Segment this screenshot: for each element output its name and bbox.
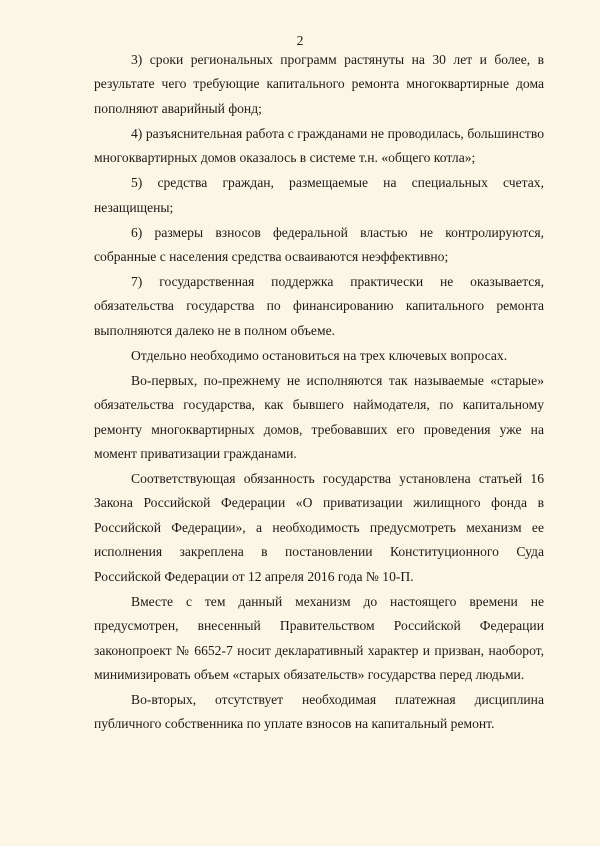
paragraph-key-questions: Отдельно необходимо остановиться на трех ключевых вопросах. — [131, 347, 508, 363]
list-item-5: 5) средства граждан, размещаемые на специальных счетах, незащищены; — [94, 175, 544, 215]
document-body — [94, 48, 544, 737]
paragraph-first: Во-первых, по-прежнему не исполняются так называемые «старые» обязательства государства, как бывшего наймодателя, по капитальному ремонту многоквартирных домов, требовавших его проведения уже на момент приватизации гражданами. — [94, 372, 544, 462]
list-item-3: 3) сроки региональных программ растянуты на 30 лет и более, в результате чего требующие капитального ремонта многоквартирные дома пополняют аварийный фонд; — [94, 52, 544, 116]
list-item-4: 4) разъяснительная работа с гражданами не проводилась, большинство многоквартирных домов оказалось в системе т.н. «общего котла»; — [94, 125, 544, 166]
paragraph-obligation: Соответствующая обязанность государства установлена статьей 16 Закона Российской Федерации «О приватизации жилищного фонда в Российской Федерации», а необходимость предусмотреть механизм ее исполнения закреплена в постановлении Конституционного Суда Российской Федерации от 12 апреля 2016 года № 10-П. — [94, 471, 544, 584]
paragraph-mechanism: Вместе с тем данный механизм до настоящего времени не предусмотрен, внесенный Правительством Российской Федерации законопроект № 6652-7 носит декларативный характер и призван, наоборот, минимизировать объем «старых обязательств» государства перед людьми. — [94, 593, 544, 682]
page-number: 2 — [296, 33, 304, 48]
list-item-6: 6) размеры взносов федеральной властью не контролируются, собранные с населения средства осваиваются неэффективно; — [94, 224, 544, 265]
list-item-7: 7) государственная поддержка практически не оказывается, обязательства государства по финансированию капитального ремонта выполняются далеко не в полном объеме. — [94, 274, 544, 338]
paragraph-second: Во-вторых, отсутствует необходимая платежная дисциплина публичного собственника по уплате взносов на капитальный ремонт. — [94, 691, 544, 732]
